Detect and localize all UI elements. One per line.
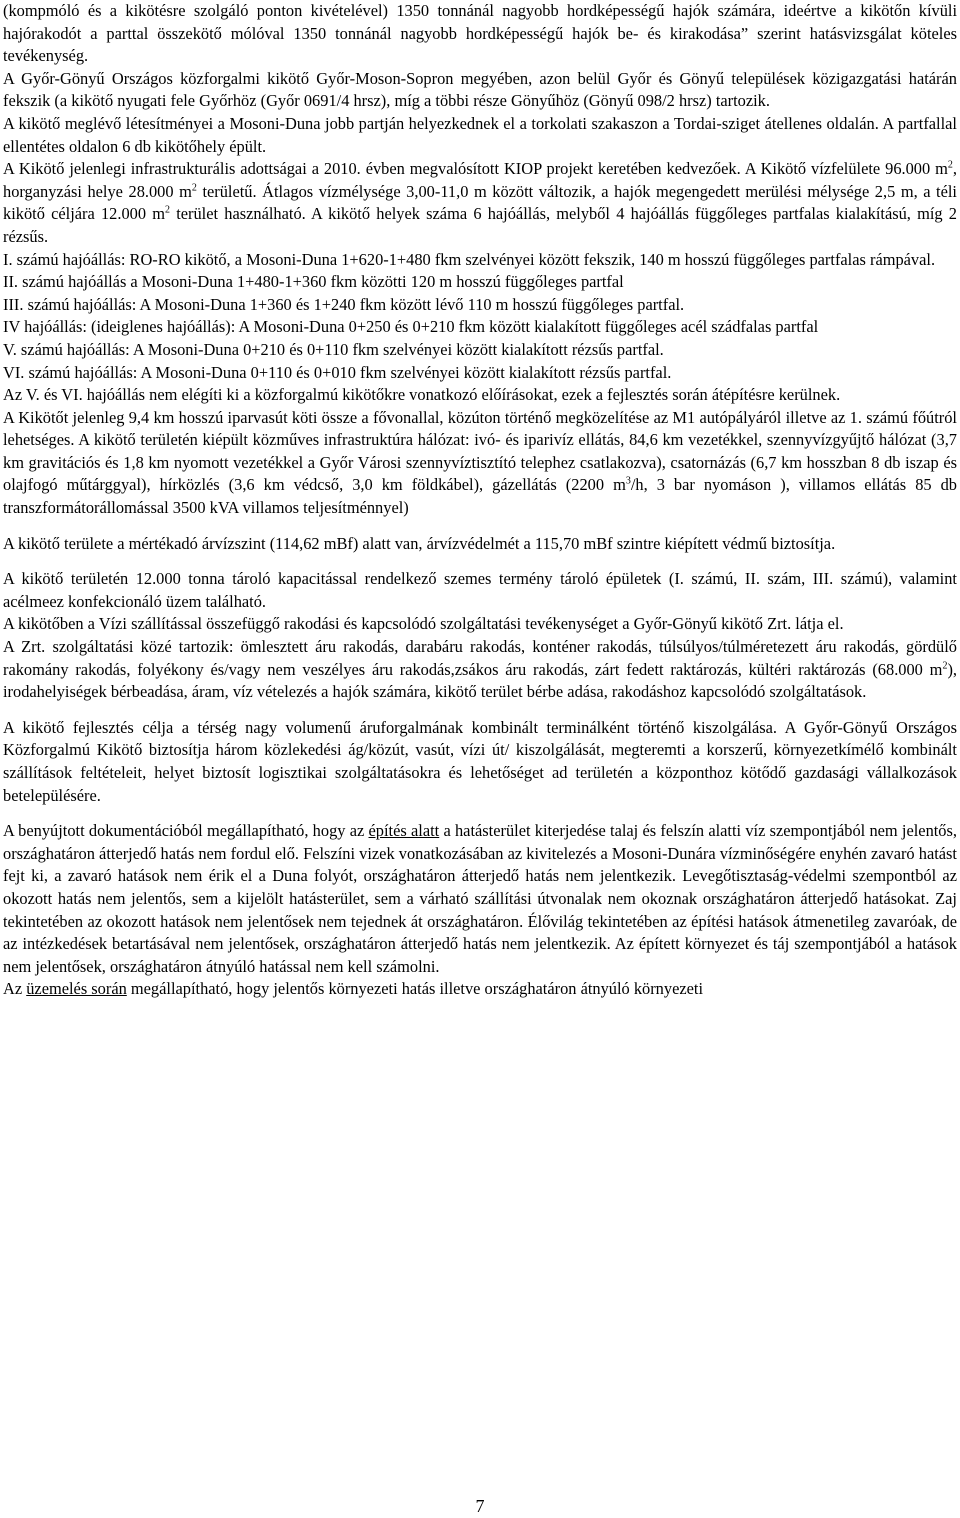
paragraph-berth-3: III. számú hajóállás: A Mosoni-Duna 1+360 és 1+240 fkm között lévő 110 m hosszú függőleges partfal.: [3, 294, 685, 314]
services-text-1: A Zrt. szolgáltatási közé tartozik: ömlesztett áru rakodás, darabáru rakodás, konténer rakodás, túlsúlyos/túlméretezett áru rakodás, gördülő rakomány rakodás, folyékony és/vagy nem veszélyes áru rakodás,zsákos áru rakodás, zárt fedett raktározás, kültéri raktározás (68.000 m: [3, 637, 957, 679]
superscript-2: 2: [942, 660, 948, 672]
paragraph-berths-5-6-note: Az V. és VI. hajóállás nem elégíti ki a közforgalmú kikötőkre vonatkozó előírásokat, ezek a fejlesztés során átépítésre kerülnek.: [3, 385, 841, 405]
page-number: 7: [475, 1496, 485, 1516]
paragraph-berth-1: I. számú hajóállás: RO-RO kikötő, a Mosoni-Duna 1+620-1+480 fkm szelvényei között fekszik, 140 m hosszú függőleges partfalas rámpával.: [3, 249, 936, 269]
paragraph-access-utilities: [0, 407, 960, 520]
paragraph-location: [0, 68, 960, 113]
services-text-2: ), irodahelyiségek bérbeadása, áram, víz vételezés a hajók számára, kikötő terület bérbe adása, rakodáshoz kapcsolódó szolgáltatások.: [3, 659, 957, 702]
construction-underlined: építés alatt: [368, 821, 440, 841]
superscript-2: 2: [947, 159, 953, 171]
construction-text-2: a hatásterület kiterjedése talaj és felszín alatti víz szempontjából nem jelentős, országhatáron átterjedő hatás nem fordul elő. Felszíni vizek vonatkozásában az kivitelezés a Mosoni-Dunára vízminőségére enyhén zavaró hatást fejt ki, a zavaró hatások nem érik el a Duna folyót, országhatáron átterjedő hatás nem jelentkezik. Levegőtisztaság-védelmi szempontból az okozott hatás nem jelentős, sem a kijelölt hatásterület, sem a várható szállítási útvonalak nem okoznak országhatáron átterjedő hatásokat. Zaj tekintetében az okozott hatások nem jelentősek nem tejednek át országhatáron. Élővilág tekintetében az építési hatások átmenetileg zavaróak, de az intézkedések betartásával nem jelentősek, országhatáron átterjedő hatás nem jelentkezik. Az épített környezet és táj szempontjából a hatások nem jelentősek, országhatáron átnyúló hatással nem kell számolni.: [3, 821, 957, 976]
utilities-text-2: /h, 3 bar nyomáson ), villamos ellátás 85 db transzformátorállomással 3500 kVA villamos teljesítménnyel): [3, 475, 957, 518]
paragraph-intro-continuation: (kompmóló és a kikötésre szolgáló ponton kivételével) 1350 tonnánál nagyobb hordképességű hajók számára, ideértve a kikötőn kívüli hajórakodót a parttal összekötő mólóval 1350 tonnánál nagyobb hordképességű hajók be- és kirakodása” szerint hatásvizsgálat köteles tevékenység.: [3, 1, 957, 66]
paragraph-development-goal: A kikötő fejlesztés célja a térség nagy volumenű áruforgalmának kombinált terminálként történő kiszolgálása. A Győr-Gönyű Országos Közforgalmú Kikötő biztosítja három közlekedési ág/közút, vasút, vízi út/ kiszolgálását, megteremti a korszerű, környezetkímélő kombinált szállítások feltételeit, helyet biztosít logisztikai szolgáltatásokra és lehetőséget ad területén a központhoz kötődő gazdasági vállalkozások betelepülésére.: [3, 717, 957, 805]
superscript-3: 3: [625, 476, 631, 487]
infrastructure-text-2: , horganyzási helye 28.000 m: [3, 159, 957, 201]
paragraph-berth-4: IV hajóállás: (ideiglenes hajóállás): A Mosoni-Duna 0+250 és 0+210 fkm között kialakított függőleges acél szádfalas partfal: [3, 317, 819, 337]
superscript-2: 2: [165, 204, 170, 216]
paragraph-operation-impacts: [0, 978, 960, 1001]
paragraph-construction-impacts: [0, 820, 960, 978]
construction-text-1: A benyújtott dokumentációból megállapítható, hogy az: [3, 821, 369, 841]
operation-text-1: Az: [3, 979, 27, 999]
paragraph-operator: A kikötőben a Vízi szállítással összefüggő rakodási és kapcsolódó szolgáltatási tevékenységet a Győr-Gönyű kikötő Zrt. látja el.: [3, 614, 844, 634]
paragraph-services: [0, 636, 960, 704]
paragraph-berth-2: II. számú hajóállás a Mosoni-Duna 1+480-1+360 fkm közötti 120 m hosszú függőleges partfal: [3, 272, 624, 292]
superscript-2: 2: [191, 182, 197, 194]
paragraph-storage: A kikötő területén 12.000 tonna tároló kapacitással rendelkező szemes termény tároló épületek (I. számú, II. szám, III. számú), valamint acélmeez konfekcionáló üzem található.: [3, 569, 957, 611]
infrastructure-text-1: A Kikötő jelenlegi infrastrukturális adottságai a 2010. évben megvalósított KIOP projekt keretében kedvezőek. A Kikötő vízfelülete 96.000 m: [3, 159, 948, 179]
paragraph-location-text: A Győr-Gönyű Országos közforgalmi kikötő Győr-Moson-Sopron megyében, azon belül Győr és Gönyű települések közigazgatási határán fekszik (a kikötő nyugati fele Győrhöz (Győr 0691/4 hrsz), míg a többi része Gönyűhöz (Gönyű 098/2 hrsz) tartozik.: [3, 68, 957, 111]
infrastructure-text-3: területű. Átlagos vízmélysége 3,00-11,0 m között változik, a hajók megengedett merülési mélysége 2,5 m, a téli kikötő céljára 12.000 m: [3, 181, 957, 224]
paragraph-berth-5: V. számú hajóállás: A Mosoni-Duna 0+210 és 0+110 fkm szelvényei között kialakított rézsűs partfal.: [3, 339, 664, 359]
paragraph-facilities: A kikötő meglévő létesítményei a Mosoni-Duna jobb partján helyezkednek el a torkolati szakaszon a Tordai-sziget átellenes oldalán. A partfallal ellentétes oldalon 6 db kikötőhely épült.: [3, 113, 957, 156]
operation-underlined: üzemelés során: [26, 979, 127, 999]
infrastructure-text-4: terület használható. A kikötő helyek száma 6 hajóállás, melyből 4 hajóállás függőleges partfalas kialakítású, míg 2 rézsűs.: [3, 204, 958, 246]
paragraph-infrastructure: [0, 158, 960, 248]
utilities-text-1: A Kikötőt jelenleg 9,4 km hosszú iparvasút köti össze a fővonallal, közúton történő megközelítése az M1 autópályáról illetve az 1. számú főútról lehetséges. A kikötő területén kiépült közműves infrastruktúra hálózat: ivó- és iparivíz ellátás, 84,6 km vezetékkel, szennyvízgyűjtő hálózat (3,7 km gravitációs és 1,8 km nyomott vezetékkel a Győr Városi szennyvíztisztító telephez csatlakozva), csatornázás (6,7 km hosszban 8 db iszap és olajfogó műtárggyal), hírközlés (3,6 km védcső, 3,0 km földkábel), gázellátás (2200 m: [3, 407, 957, 495]
operation-text-2: megállapítható, hogy jelentős környezeti hatás illetve országhatáron átnyúló környezeti: [126, 979, 704, 999]
paragraph-berth-6: VI. számú hajóállás: A Mosoni-Duna 0+110 és 0+010 fkm szelvényei között kialakított rézsűs partfal.: [3, 362, 672, 382]
paragraph-flood-protection: A kikötő területe a mértékadó árvízszint (114,62 mBf) alatt van, árvízvédelmét a 115,70 mBf szintre kiépített védmű biztosítja.: [3, 533, 836, 553]
